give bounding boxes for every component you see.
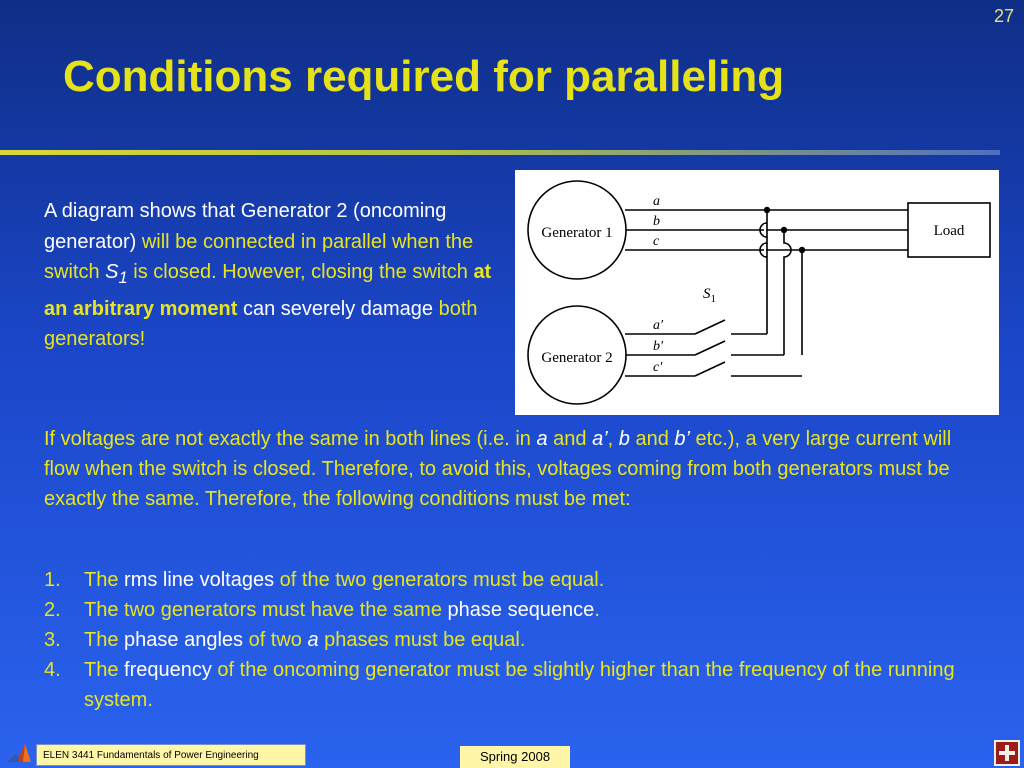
switch-blade-a — [695, 320, 725, 334]
label-b: b — [653, 214, 660, 229]
generator-1-label: Generator 1 — [541, 225, 613, 241]
intro-part-4: can severely damage — [237, 297, 439, 320]
condition-pre: The two generators must have the same — [84, 599, 448, 621]
condition-key: frequency — [124, 659, 212, 681]
label-a: a — [653, 194, 660, 209]
para-and-2: and — [629, 428, 675, 450]
generator-2-label: Generator 2 — [541, 350, 613, 366]
condition-pre: The — [84, 569, 125, 591]
intro-part-3: is closed. However, closing the switch — [127, 261, 474, 283]
footer-course-label: ELEN 3441 Fundamentals of Power Engineering — [36, 744, 306, 766]
para-and-1: and — [547, 428, 593, 450]
condition-post: phases must be equal. — [318, 629, 526, 651]
condition-mid: of two — [243, 629, 308, 651]
para-a: a — [536, 428, 548, 450]
condition-number: 1. — [44, 569, 61, 591]
condition-pre: The — [84, 629, 125, 651]
junction-dot-a — [764, 207, 770, 213]
para-a-prime: a’ — [592, 428, 608, 450]
slide-number: 27 — [993, 6, 1014, 26]
intro-part-5: both generators! — [44, 297, 478, 350]
slide-title: Conditions required for paralleling — [63, 52, 785, 101]
condition-key: phase angles — [124, 629, 244, 651]
condition-pre: The — [84, 659, 125, 681]
condition-number: 4. — [44, 659, 61, 681]
switch-symbol: S — [105, 261, 119, 283]
matlab-logo-icon — [6, 742, 32, 764]
para-b: b — [618, 428, 630, 450]
paralleling-circuit-diagram — [515, 170, 999, 415]
para-text-1: If voltages are not exactly the same in both lines (i.e. in — [44, 428, 537, 450]
conditions-list — [44, 565, 984, 715]
condition-post: of the oncoming generator must be slightly higher than the frequency of the running system. — [84, 659, 955, 711]
label-c-prime: c′ — [653, 360, 663, 375]
junction-dot-c — [799, 247, 805, 253]
label-a-prime: a′ — [653, 318, 664, 333]
footer-term-label: Spring 2008 — [460, 746, 570, 768]
label-b-prime: b′ — [653, 339, 664, 354]
condition-post: . — [594, 599, 600, 621]
para-text-2: etc.), a very large current will flow when the switch is closed. Therefore, to avoid this, voltages coming from both generators must be exactly the same. Therefore, the following conditions must be met: — [44, 428, 952, 510]
condition-post: of the two generators must be equal. — [274, 569, 605, 591]
load-label: Load — [933, 223, 965, 239]
intro-bold-phrase: at an arbitrary moment — [44, 261, 492, 320]
condition-item — [44, 565, 984, 595]
switch-blade-c — [695, 362, 725, 376]
condition-number: 2. — [44, 599, 61, 621]
explanation-paragraph — [44, 424, 984, 514]
intro-text — [44, 196, 504, 355]
condition-item — [44, 655, 984, 715]
condition-number: 3. — [44, 629, 61, 651]
switch-label: $S_1$ — [703, 286, 716, 305]
condition-item — [44, 595, 984, 625]
intro-part-1: A diagram shows that Generator 2 (oncoming generator) — [44, 200, 447, 253]
para-comma: , — [607, 428, 619, 450]
junction-dot-b — [781, 227, 787, 233]
intro-part-2: will be connected in parallel when the switch — [44, 230, 474, 283]
condition-key: rms line voltages — [124, 569, 275, 591]
switch-subscript: 1 — [118, 268, 128, 287]
condition-italic: a — [307, 629, 319, 651]
title-underline — [0, 150, 1000, 155]
condition-item — [44, 625, 984, 655]
para-b-prime: b’ — [674, 428, 690, 450]
label-c: c — [653, 234, 660, 249]
condition-key: phase sequence — [447, 599, 595, 621]
switch-blade-b — [695, 341, 725, 355]
university-logo-icon — [994, 740, 1020, 766]
riser-b — [784, 230, 791, 355]
